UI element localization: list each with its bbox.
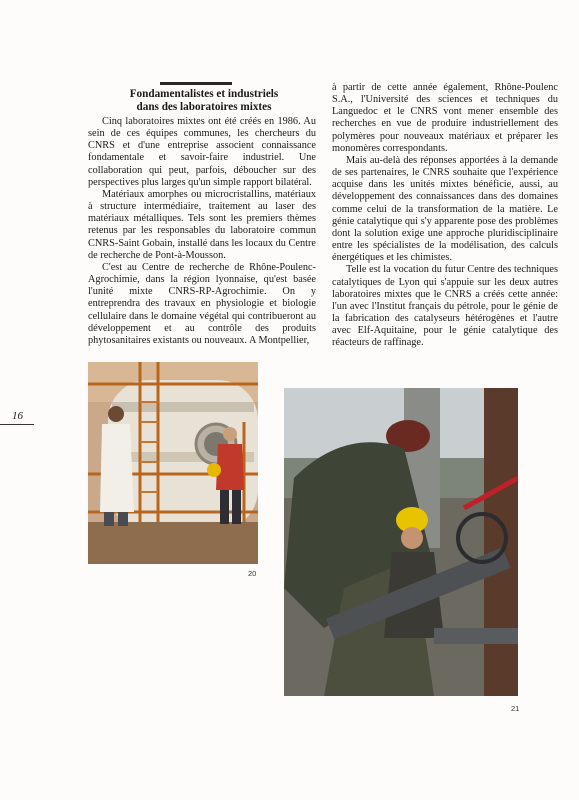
- figure-caption: 21: [511, 704, 520, 713]
- title-rule: [160, 82, 232, 85]
- paragraph: Mais au-delà des réponses apportées à la demande de ses partenaires, le CNRS souhaite que l'expérience acquise dans les unités mixtes bénéficie, aussi, au développement des connaissances dans des domaines comme celui de la transformation de la matière. Le génie catalytique qui s'y apparente pose des problèmes dont la solution exige une approche pluridisciplinaire entre les spécialistes de la modélisation, des calculs énergétiques et les chimistes.: [332, 154, 558, 264]
- article-title: [88, 88, 320, 114]
- paragraph: Cinq laboratoires mixtes ont été créés en 1986. Au sein de ces équipes communes, les chercheurs du CNRS et d'une entreprise associent connaissance fondamentale et savoir-faire industriel. Une collaboration qui peut, parfois, déboucher sur des perspectives plus larges qu'un simple rapport bilatéral.: [88, 116, 316, 188]
- photo-laboratory-vessel: [88, 362, 258, 564]
- right-column: [332, 82, 558, 349]
- paragraph: Telle est la vocation du futur Centre des techniques catalytiques de Lyon qui s'appuie sur les deux autres laboratoires mixtes que le CNRS a créés cette année: l'un avec l'Institut français du pétrole, pour le génie de la fabrication des catalyseurs hétérogènes et l'autre avec Elf-Aquitaine, pour le génie catalytique des réacteurs de raffinage.: [332, 264, 558, 349]
- title-line-1: Fondamentalistes et industriels: [129, 88, 279, 100]
- figure-caption: 20: [248, 569, 257, 578]
- paragraph: C'est au Centre de recherche de Rhône-Poulenc-Agrochimie, dans la région lyonnaise, qu'est basée l'unité mixte CNRS-RP-Agrochimie. On y entreprendra des travaux en physiologie et biologie cellulaire dans le domaine végétal qui contribueront au développement et au contrôle des produits phytosanitaires existants ou nouveaux. A Montpellier,: [88, 261, 316, 346]
- paragraph: Matériaux amorphes ou microcristallins, matériaux à structure intermédiaire, traitement au laser des matériaux métalliques. Tels sont les premiers thèmes retenus par les responsables du laboratoire commun CNRS-Saint Gobain, installé dans les locaux du Centre de recherche de Pont-à-Mousson.: [88, 188, 316, 261]
- left-column: [88, 116, 316, 347]
- page-number-rule: [0, 424, 34, 425]
- photo-industrial-workers: [284, 388, 518, 696]
- page-number: 16: [12, 410, 23, 422]
- paragraph: à partir de cette année également, Rhône-Poulenc S.A., l'Université des sciences et techniques du Languedoc et le CNRS vont mener ensemble des recherches en vue de produire industriellement des polymères pour nouveaux matériaux et préparer les monomères correspondants.: [332, 82, 558, 154]
- title-line-2: dans des laboratoires mixtes: [136, 101, 272, 113]
